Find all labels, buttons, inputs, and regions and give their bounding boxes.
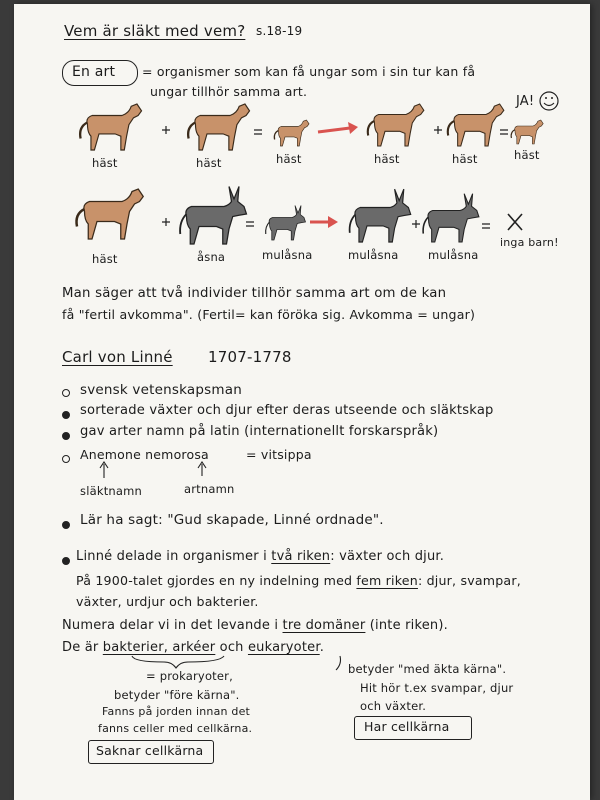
linne-bullet-2: sorterade växter och djur efter deras utseende och släktskap — [80, 403, 494, 418]
definition-line-1: = organismer som kan få ungar som i sin tur kan få — [142, 64, 476, 79]
fertile-line-2: få "fertil avkomma". (Fertil= kan föröka sig. Avkomma = ungar) — [62, 307, 476, 322]
two-kingdoms: två riken — [271, 549, 331, 564]
horse-drawing-1 — [80, 104, 141, 150]
species-label: artnamn — [184, 482, 235, 496]
page-reference: s.18-19 — [256, 24, 303, 38]
kingdoms-line-1-b: : växter och djur. — [330, 549, 445, 564]
linne-quote: Lär ha sagt: "Gud skapade, Linné ordnade". — [80, 512, 384, 528]
three-domains: tre domäner — [282, 618, 366, 633]
kingdoms-line-1-a: Linné delade in organismer i — [76, 549, 272, 564]
animal-label: häst — [92, 252, 118, 266]
domains-line-2-b: och — [215, 640, 248, 655]
animal-label: häst — [374, 152, 400, 166]
bullet-icon — [62, 557, 70, 565]
kingdoms-line-3: växter, urdjur och bakterier. — [76, 594, 259, 609]
bacteria-archaea: bakterier, arkéer — [102, 640, 216, 655]
eukaryotes-line-3: och växter. — [360, 699, 427, 713]
kingdoms-line-1 — [76, 549, 444, 564]
ja-text: JA! — [516, 94, 535, 109]
pointer-eukaryotes — [336, 656, 341, 670]
equals-sign-2 — [500, 130, 508, 134]
kingdoms-line-2-b: : djur, svampar, — [417, 573, 521, 588]
prokaryotes-box-label: Saknar cellkärna — [96, 743, 204, 758]
animal-label: mulåsna — [262, 248, 313, 262]
animal-label: häst — [452, 152, 478, 166]
animal-label: häst — [92, 156, 118, 170]
notebook-page — [14, 4, 590, 800]
prokaryotes-line-3: Fanns på jorden innan det — [102, 705, 251, 718]
five-kingdoms: fem riken — [356, 573, 418, 588]
horse-drawing-3 — [368, 104, 424, 146]
eukaryotes: eukaryoter — [247, 640, 320, 655]
horse-drawing-5 — [77, 189, 144, 239]
linne-years: 1707-1778 — [208, 348, 292, 366]
domains-line-1-b: (inte riken). — [365, 618, 448, 633]
mule-drawing-2 — [423, 194, 479, 242]
donkey-drawing — [180, 187, 246, 245]
plus-sign-1 — [162, 126, 170, 134]
bullet-icon — [62, 455, 70, 463]
animal-label: mulåsna — [428, 248, 479, 262]
bullet-icon — [62, 432, 70, 440]
animal-label: mulåsna — [348, 248, 399, 262]
foal-drawing-1 — [274, 120, 309, 146]
kingdoms-line-2 — [76, 573, 521, 588]
prokaryotes-line-2: betyder "före kärna". — [114, 688, 240, 702]
bullet-icon — [62, 411, 70, 419]
domains-line-1-a: Numera delar vi in det levande i — [62, 618, 283, 633]
prokaryotes-line-4: fanns celler med cellkärna. — [98, 722, 253, 735]
definition-term: En art — [72, 64, 116, 80]
plus-sign-3 — [162, 218, 170, 226]
mule-foal-drawing — [266, 206, 306, 241]
kingdoms-line-2-a: På 1900-talet gjordes en ny indelning med — [76, 573, 357, 588]
equals-sign-3 — [246, 222, 254, 226]
domains-line-2 — [62, 640, 324, 655]
domains-line-1 — [62, 618, 448, 633]
horse-drawing-4 — [448, 104, 504, 146]
page-title: Vem är släkt med vem? — [64, 22, 246, 40]
animal-label: åsna — [197, 250, 226, 264]
latin-name: Anemone nemorosa — [80, 447, 209, 462]
bullet-icon — [62, 389, 70, 397]
arrow-up-icon-2 — [198, 462, 206, 476]
animal-label: häst — [196, 156, 222, 170]
linne-bullet-3: gav arter namn på latin (internationellt forskarspråk) — [80, 424, 439, 439]
common-name: = vitsippa — [246, 447, 312, 462]
eukaryotes-box-label: Har cellkärna — [364, 719, 450, 734]
eukaryotes-line-2: Hit hör t.ex svampar, djur — [360, 681, 514, 695]
animal-label: häst — [276, 152, 302, 166]
domains-line-2-a: De är — [62, 640, 103, 655]
arrow-icon-1 — [318, 122, 358, 134]
genus-label: släktnamn — [80, 484, 143, 498]
bullet-icon — [62, 521, 70, 529]
fertile-line-1: Man säger att två individer tillhör samma art om de kan — [62, 286, 447, 301]
domains-line-2-c: . — [319, 640, 325, 655]
equals-sign-4 — [482, 224, 490, 228]
brace-prokaryotes — [132, 656, 224, 668]
arrow-icon-2 — [310, 216, 338, 228]
cross-icon — [508, 214, 522, 230]
plus-sign-2 — [434, 126, 442, 134]
linne-bullet-1: svensk vetenskapsman — [80, 382, 242, 398]
eukaryotes-line-1: betyder "med äkta kärna". — [348, 662, 507, 676]
equals-sign-1 — [254, 130, 262, 134]
animal-label: häst — [514, 148, 540, 162]
plus-sign-4 — [412, 220, 420, 228]
no-children-text: inga barn! — [500, 236, 559, 249]
prokaryotes-line-1: = prokaryoter, — [146, 669, 233, 683]
linne-heading: Carl von Linné — [62, 348, 173, 366]
horse-drawing-2 — [188, 104, 249, 150]
foal-drawing-2 — [511, 120, 543, 144]
arrow-up-icon-1 — [100, 462, 108, 478]
mule-drawing-1 — [350, 189, 411, 242]
definition-line-2: ungar tillhör samma art. — [150, 84, 308, 99]
